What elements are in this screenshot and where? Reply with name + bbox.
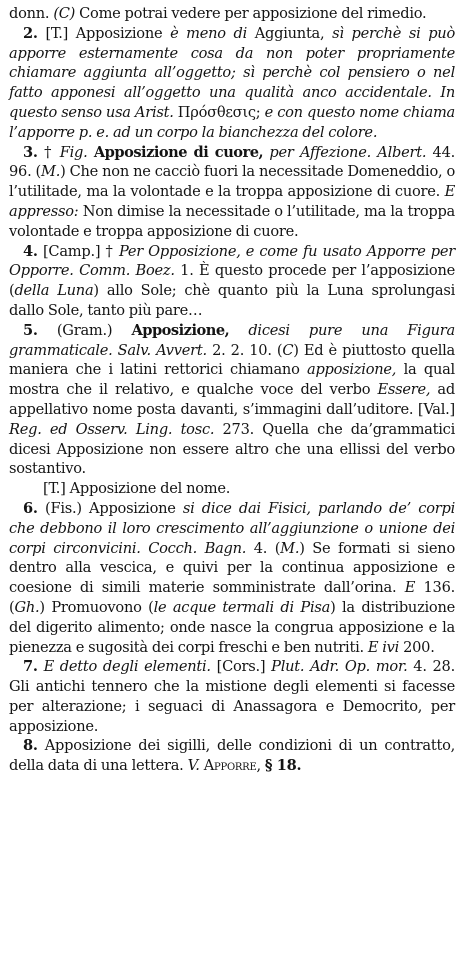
sense-5: 5. (Gram.) Apposizione, dicesi pure una Figura grammaticale. Salv. Avvert. 2. 2. 10. (C) Ed è piuttosto quella maniera che i latini rettorici chiamano apposizione, la qual mostra che il relativo, e qualche voce del verbo Essere, ad appellativo nome posta davanti, s’immagini dall’uditore. [Val.] Reg. ed Osserv. Ling. tosc. 273. Quella che da’grammatici dicesi Apposizione non essere altro che una ellissi del verbo sostantivo. xyxy=(9,321,455,478)
sense-7: 7. E detto degli elementi. [Cors.] Plut. Adr. Op. mor. 4. 28. Gli antichi tennero che la mistione degli elementi si facesse per alterazione; i seguaci di Anassagora e Democrito, per apposizione. xyxy=(9,658,455,735)
sense-6: 6. (Fis.) Apposizione si dice dai Fisici, parlando de’ corpi che debbono il loro crescimento all’aggiunzione o unione dei corpi circonvicini. Cocch. Bagn. 4. (M.) Se formati si sieno dentro alla vescica, e quivi per la continua apposizione e coesione di simili materie somministrate dall’orina. E 136. (Gh.) Promuovono (le acque termali di Pisa) la distribuzione del digerito alimento; onde nasce la congrua apposizione e la pienezza e sugosità dei corpi freschi e ben nutriti. E ivi 200. xyxy=(9,499,455,656)
sense-number: 4. xyxy=(23,242,38,260)
sense-number: 3. xyxy=(23,143,38,161)
section-reference: § 18. xyxy=(264,757,302,775)
entry-continuation: donn. (C) Come potrai vedere per apposizione del rimedio. xyxy=(9,5,427,22)
sub-sense: [T.] Apposizione del nome. xyxy=(43,480,231,498)
sense-number: 6. xyxy=(23,499,38,517)
headword: Apposizione, xyxy=(131,321,230,339)
sense-3: 3. † Fig. Apposizione di cuore, per Affezione. Albert. 44. 96. (M.) Che non ne cacciò fuori la necessitade Domeneddio, o l’utilitade, ma la volontade e la troppa apposizione di cuore. E appresso: Non dimise la necessitade o l’utilitade, ma la troppa volontade e troppa apposizione di cuore. xyxy=(9,143,455,240)
sense-4: 4. [Camp.] † Per Opposizione, e come fu usato Apporre per Opporre. Comm. Boez. 1. È questo procede per l’apposizione (della Luna) allo Sole; chè quanto più la Luna sprolungasi dallo Sole, tanto più pare… xyxy=(9,242,455,319)
sense-number: 8. xyxy=(23,737,38,755)
sense-2: 2. [T.] Apposizione è meno di Aggiunta, sì perchè si può apporre esternamente cosa da non poter propriamente chiamare aggiunta all’oggetto; sì perchè col pensiero o nel fatto apponesi all’oggetto una qualità anco accidentale. In questo senso usa Arist. Πρόσθεσις; e con questo nome chiama l’apporre p. e. ad un corpo la bianchezza del colore. xyxy=(9,24,455,141)
sense-number: 7. xyxy=(23,658,38,676)
sense-8: 8. Apposizione dei sigilli, delle condizioni di un contratto, della data di una lettera. V. Apporre, § 18. xyxy=(9,737,455,775)
sense-number: 2. xyxy=(23,24,38,42)
cross-reference: Apporre xyxy=(203,757,257,775)
sense-number: 5. xyxy=(23,321,38,339)
headword: Apposizione di cuore, xyxy=(93,143,264,161)
